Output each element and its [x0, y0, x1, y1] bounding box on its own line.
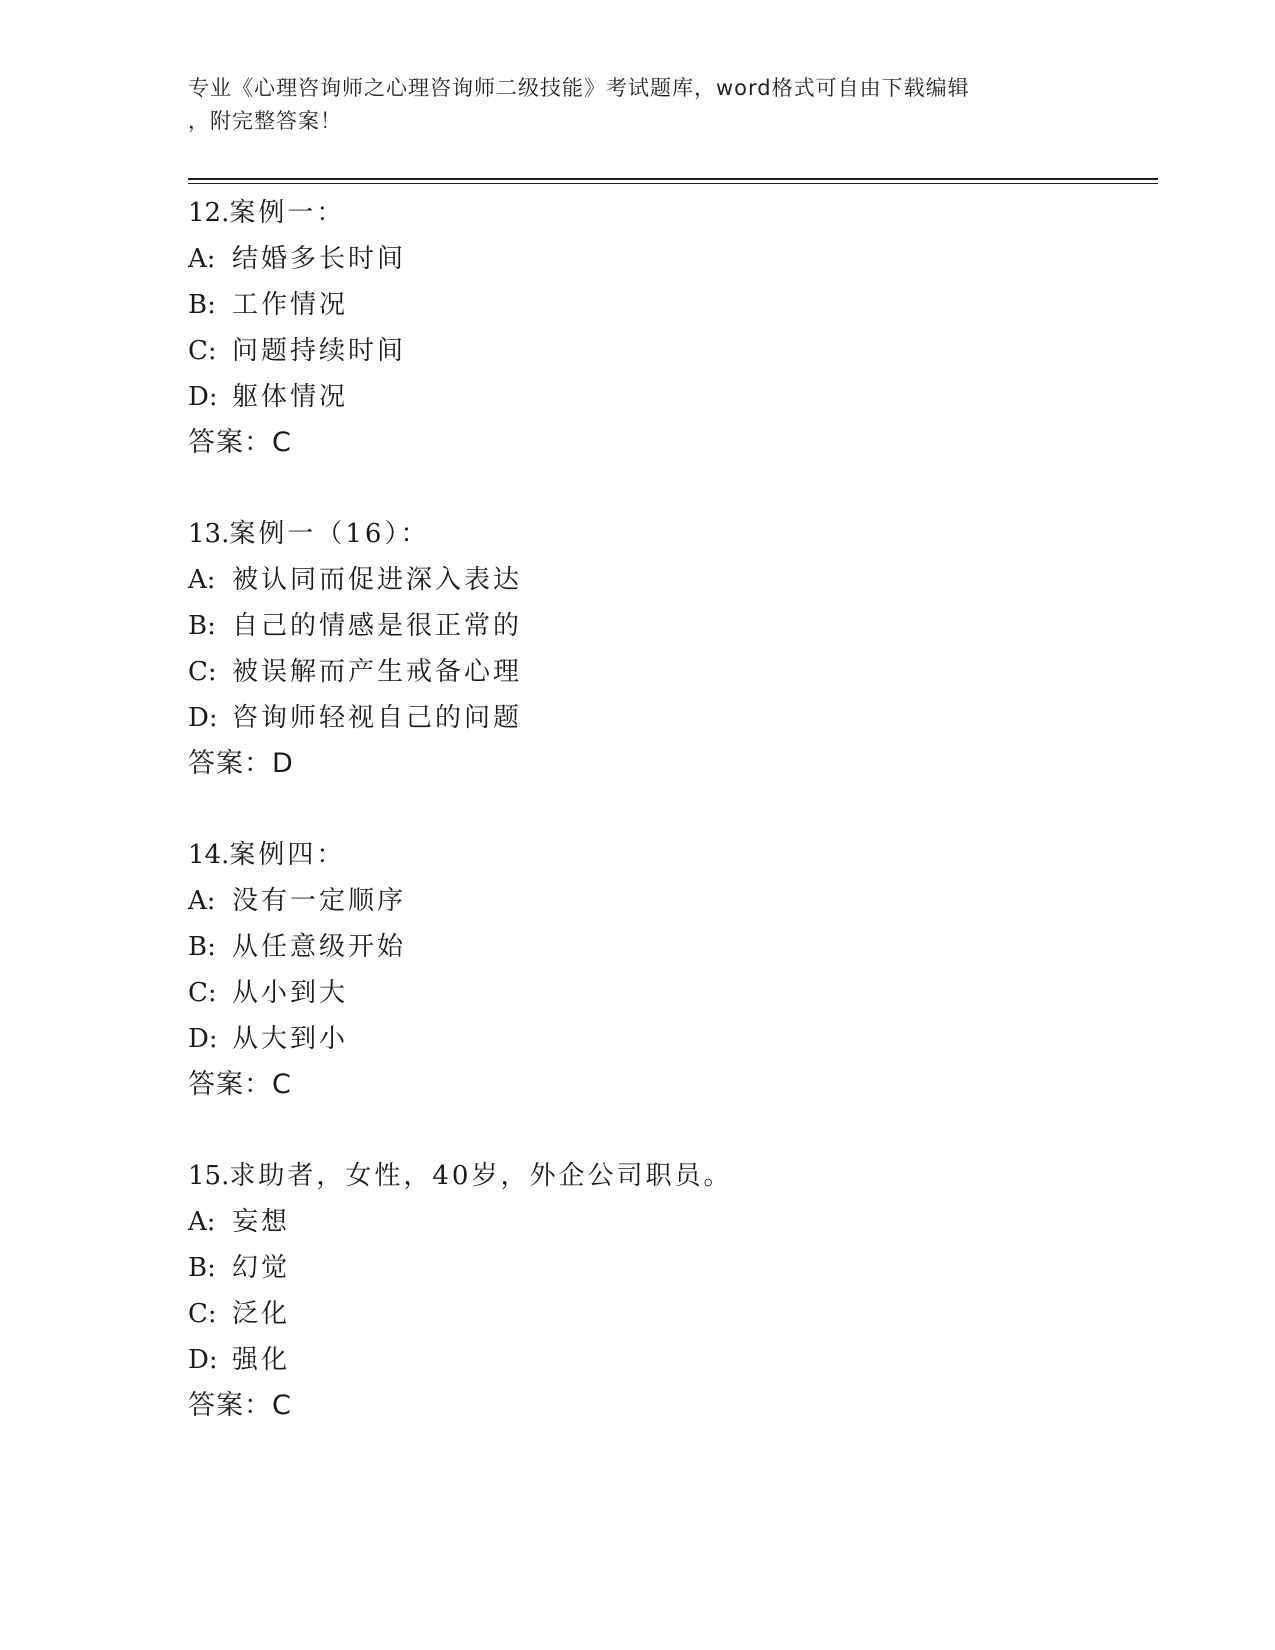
option-b — [188, 282, 1148, 328]
option-text: 自己的情感是很正常的 — [232, 611, 523, 641]
option-key: C: — [188, 336, 217, 366]
option-key: D: — [188, 1345, 218, 1375]
document-header — [188, 72, 1068, 138]
option-text: 从大到小 — [232, 1024, 349, 1054]
question-15 — [188, 1153, 1148, 1429]
option-c — [188, 649, 1148, 695]
option-text: 泛化 — [232, 1299, 291, 1329]
answer-line: 答案：D — [188, 748, 294, 779]
option-text: 强化 — [232, 1345, 291, 1375]
option-text: 被认同而促进深入表达 — [232, 565, 523, 595]
option-text: 从小到大 — [232, 978, 349, 1008]
option-text: 幻觉 — [232, 1253, 291, 1283]
question-text: 案例四： — [229, 840, 346, 870]
question-number: 15. — [188, 1161, 230, 1191]
question-number: 14. — [188, 840, 230, 870]
header-divider-thin — [188, 183, 1158, 184]
option-d — [188, 1337, 1148, 1383]
answer-line: 答案：C — [188, 1390, 292, 1421]
question-number: 13. — [188, 519, 230, 549]
question-12 — [188, 190, 1148, 466]
option-text: 结婚多长时间 — [232, 244, 407, 274]
option-key: C: — [188, 657, 217, 687]
question-text: 案例一： — [229, 198, 346, 228]
option-key: B: — [188, 1253, 216, 1283]
header-line-1: 专业《心理咨询师之心理咨询师二级技能》考试题库，word格式可自由下载编辑 — [188, 76, 970, 100]
answer-line: 答案：C — [188, 427, 292, 458]
option-b — [188, 603, 1148, 649]
question-stem — [188, 190, 1148, 236]
question-number: 12. — [188, 198, 230, 228]
option-text: 躯体情况 — [232, 382, 349, 412]
option-text: 从任意级开始 — [232, 932, 407, 962]
option-c — [188, 970, 1148, 1016]
answer-line: 答案：C — [188, 1069, 292, 1100]
option-key: C: — [188, 978, 217, 1008]
option-d — [188, 1016, 1148, 1062]
option-text: 咨询师轻视自己的问题 — [232, 703, 523, 733]
option-key: A: — [188, 886, 216, 916]
option-a — [188, 878, 1148, 924]
option-key: B: — [188, 611, 216, 641]
option-a — [188, 1199, 1148, 1245]
question-stem — [188, 1153, 1148, 1199]
option-key: D: — [188, 1024, 218, 1054]
option-text: 工作情况 — [232, 290, 349, 320]
option-text: 妄想 — [232, 1207, 291, 1237]
option-b — [188, 924, 1148, 970]
question-14 — [188, 832, 1148, 1108]
option-key: B: — [188, 290, 216, 320]
option-key: D: — [188, 703, 218, 733]
option-key: A: — [188, 565, 216, 595]
option-key: A: — [188, 244, 216, 274]
header-divider-thick — [188, 178, 1158, 180]
option-key: C: — [188, 1299, 217, 1329]
option-key: A: — [188, 1207, 216, 1237]
question-list — [188, 190, 1148, 1474]
header-line-2: ，附完整答案！ — [188, 109, 342, 133]
question-text: 求助者，女性，40岁，外企公司职员。 — [229, 1161, 733, 1191]
option-c — [188, 328, 1148, 374]
option-b — [188, 1245, 1148, 1291]
option-text: 没有一定顺序 — [232, 886, 407, 916]
option-text: 问题持续时间 — [232, 336, 407, 366]
option-key: B: — [188, 932, 216, 962]
question-13 — [188, 511, 1148, 787]
option-a — [188, 557, 1148, 603]
option-d — [188, 695, 1148, 741]
option-key: D: — [188, 382, 218, 412]
option-text: 被误解而产生戒备心理 — [232, 657, 523, 687]
question-stem — [188, 511, 1148, 557]
option-a — [188, 236, 1148, 282]
question-text: 案例一（16）： — [229, 519, 430, 549]
question-stem — [188, 832, 1148, 878]
option-d — [188, 374, 1148, 420]
option-c — [188, 1291, 1148, 1337]
